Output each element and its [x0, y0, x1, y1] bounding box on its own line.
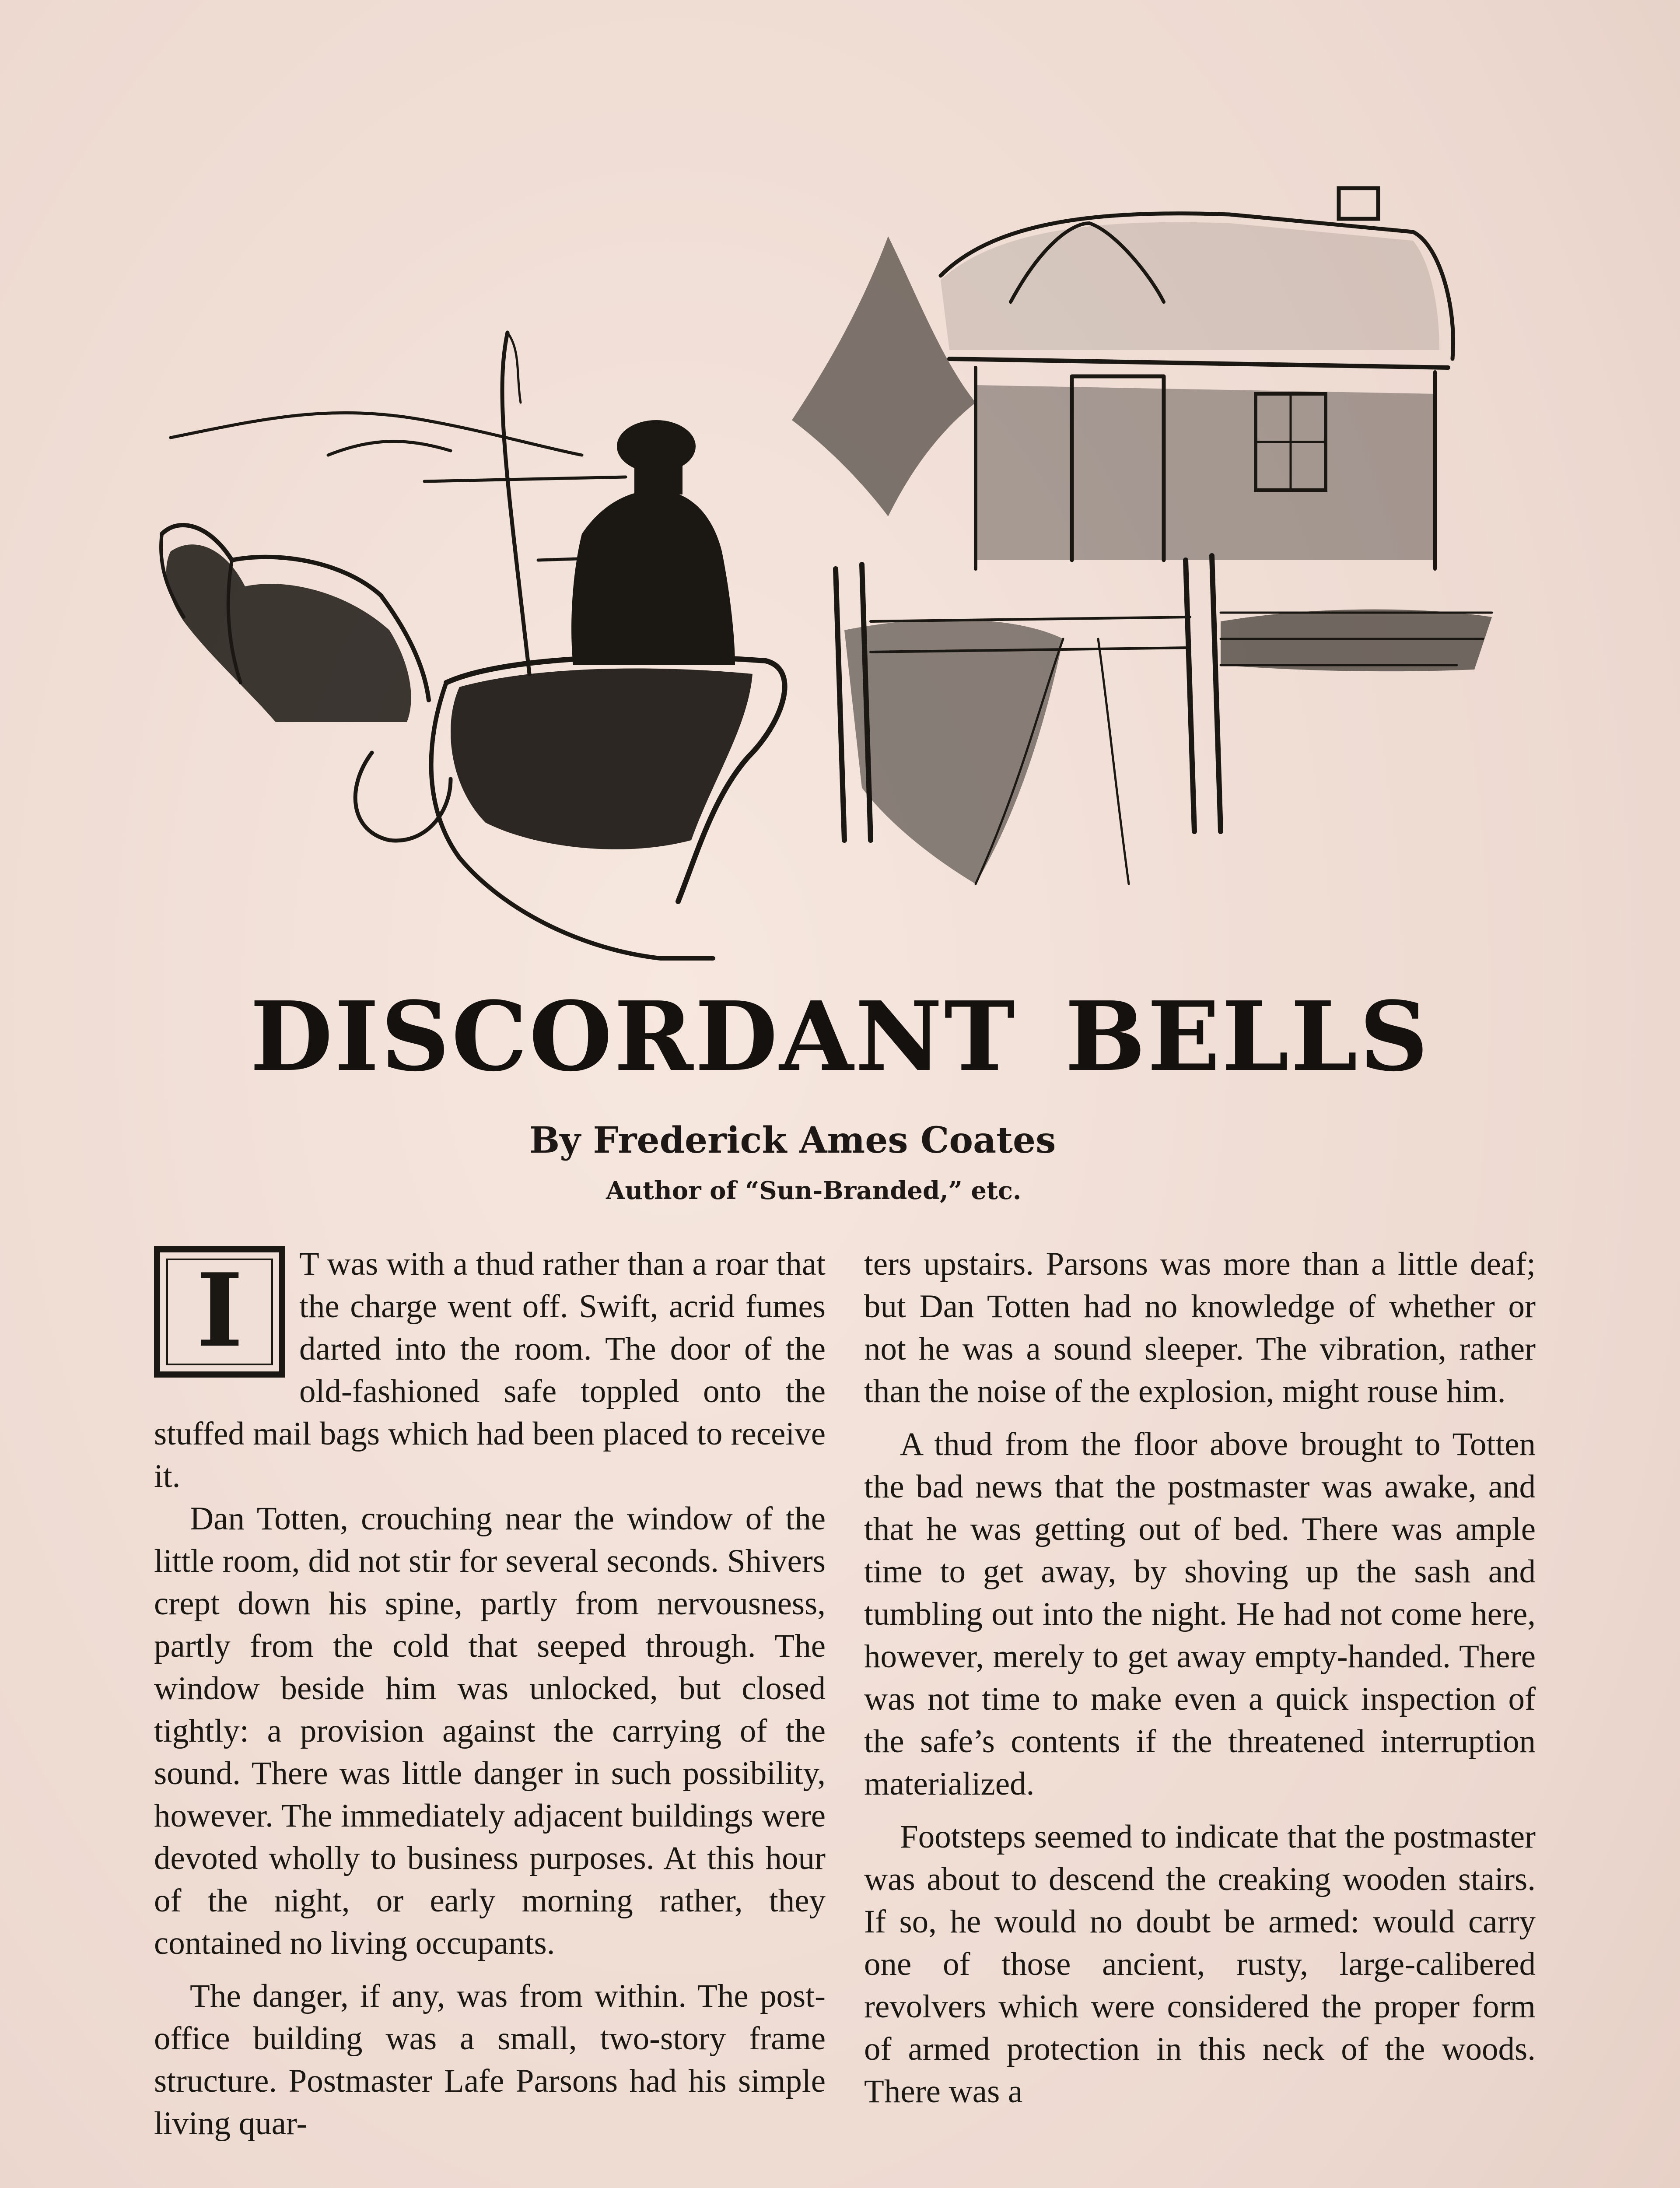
coachman-figure — [571, 490, 735, 665]
paragraph: ters upstairs. Parsons was more than a little deaf; but Dan Totten had no knowledge of whether or not he was a sound sleeper. The vibration, rather than the noise of the explosion, might rouse him. — [864, 1246, 1536, 1410]
drop-cap-letter: I — [196, 1252, 243, 1370]
paragraph: A thud from the floor above brought to Totten the bad news that the postmaster was awake, and that he was getting out of bed. There was ample time to get away, by shoving up the sash and tumbling out into the night. He had not come here, however, merely to get away empty-handed. There was not time to make even a quick inspection of the safe’s contents if the threatened interruption materialized. — [864, 1426, 1536, 1802]
header-illustration — [144, 175, 1536, 976]
author-note: Author of “Sun-Branded,” etc. — [606, 1176, 1022, 1205]
article-title — [0, 981, 1680, 1093]
hill-line — [171, 413, 582, 455]
byline: By Frederick Ames Coates — [529, 1119, 1056, 1161]
paragraph: Footsteps seemed to indicate that the postmaster was about to descend the creaking wooden stairs. If so, he would no doubt be armed: would carry one of those ancient, rusty, large-calibered revolvers which were considered the proper form of armed protection in this neck of the woods. There was a — [864, 1819, 1536, 2110]
title-word-1: DISCORDANT — [250, 981, 1017, 1093]
text-column-left — [154, 1243, 826, 2145]
right-brush — [1221, 610, 1492, 672]
paragraph: T was with a thud rather than a roar that the charge went off. Swift, acrid fumes darted into the room. The door of the old-fashioned safe toppled onto the stuffed mail bags which had been placed to receive it. — [154, 1246, 826, 1494]
drop-cap — [154, 1246, 285, 1378]
whip — [502, 333, 529, 674]
paragraph: Dan Totten, crouching near the window of the little room, did not stir for several seconds. Shivers crept down his spine, partly from nervousness, partly from the cold that seeped through. The window beside him was unlocked, but closed tightly: a provision against the carrying of the sound. There was little danger in such possibility, however. The immediately adjacent buildings were devoted wholly to business purposes. At this hour of the night, or early morning rather, they contained no living occupants. — [154, 1501, 826, 1961]
text-column-right — [864, 1243, 1536, 2113]
title-word-2: BELLS — [1065, 981, 1430, 1093]
cabin-wall-shading — [976, 385, 1435, 560]
horse-body — [166, 544, 411, 722]
shrubs — [844, 619, 1063, 884]
chimney — [1339, 188, 1378, 219]
snow-roof — [941, 222, 1439, 350]
paragraph: The danger, if any, was from within. The post-office building was a small, two-story frame structure. Postmaster Lafe Parsons had his simple living quar- — [154, 1978, 826, 2142]
